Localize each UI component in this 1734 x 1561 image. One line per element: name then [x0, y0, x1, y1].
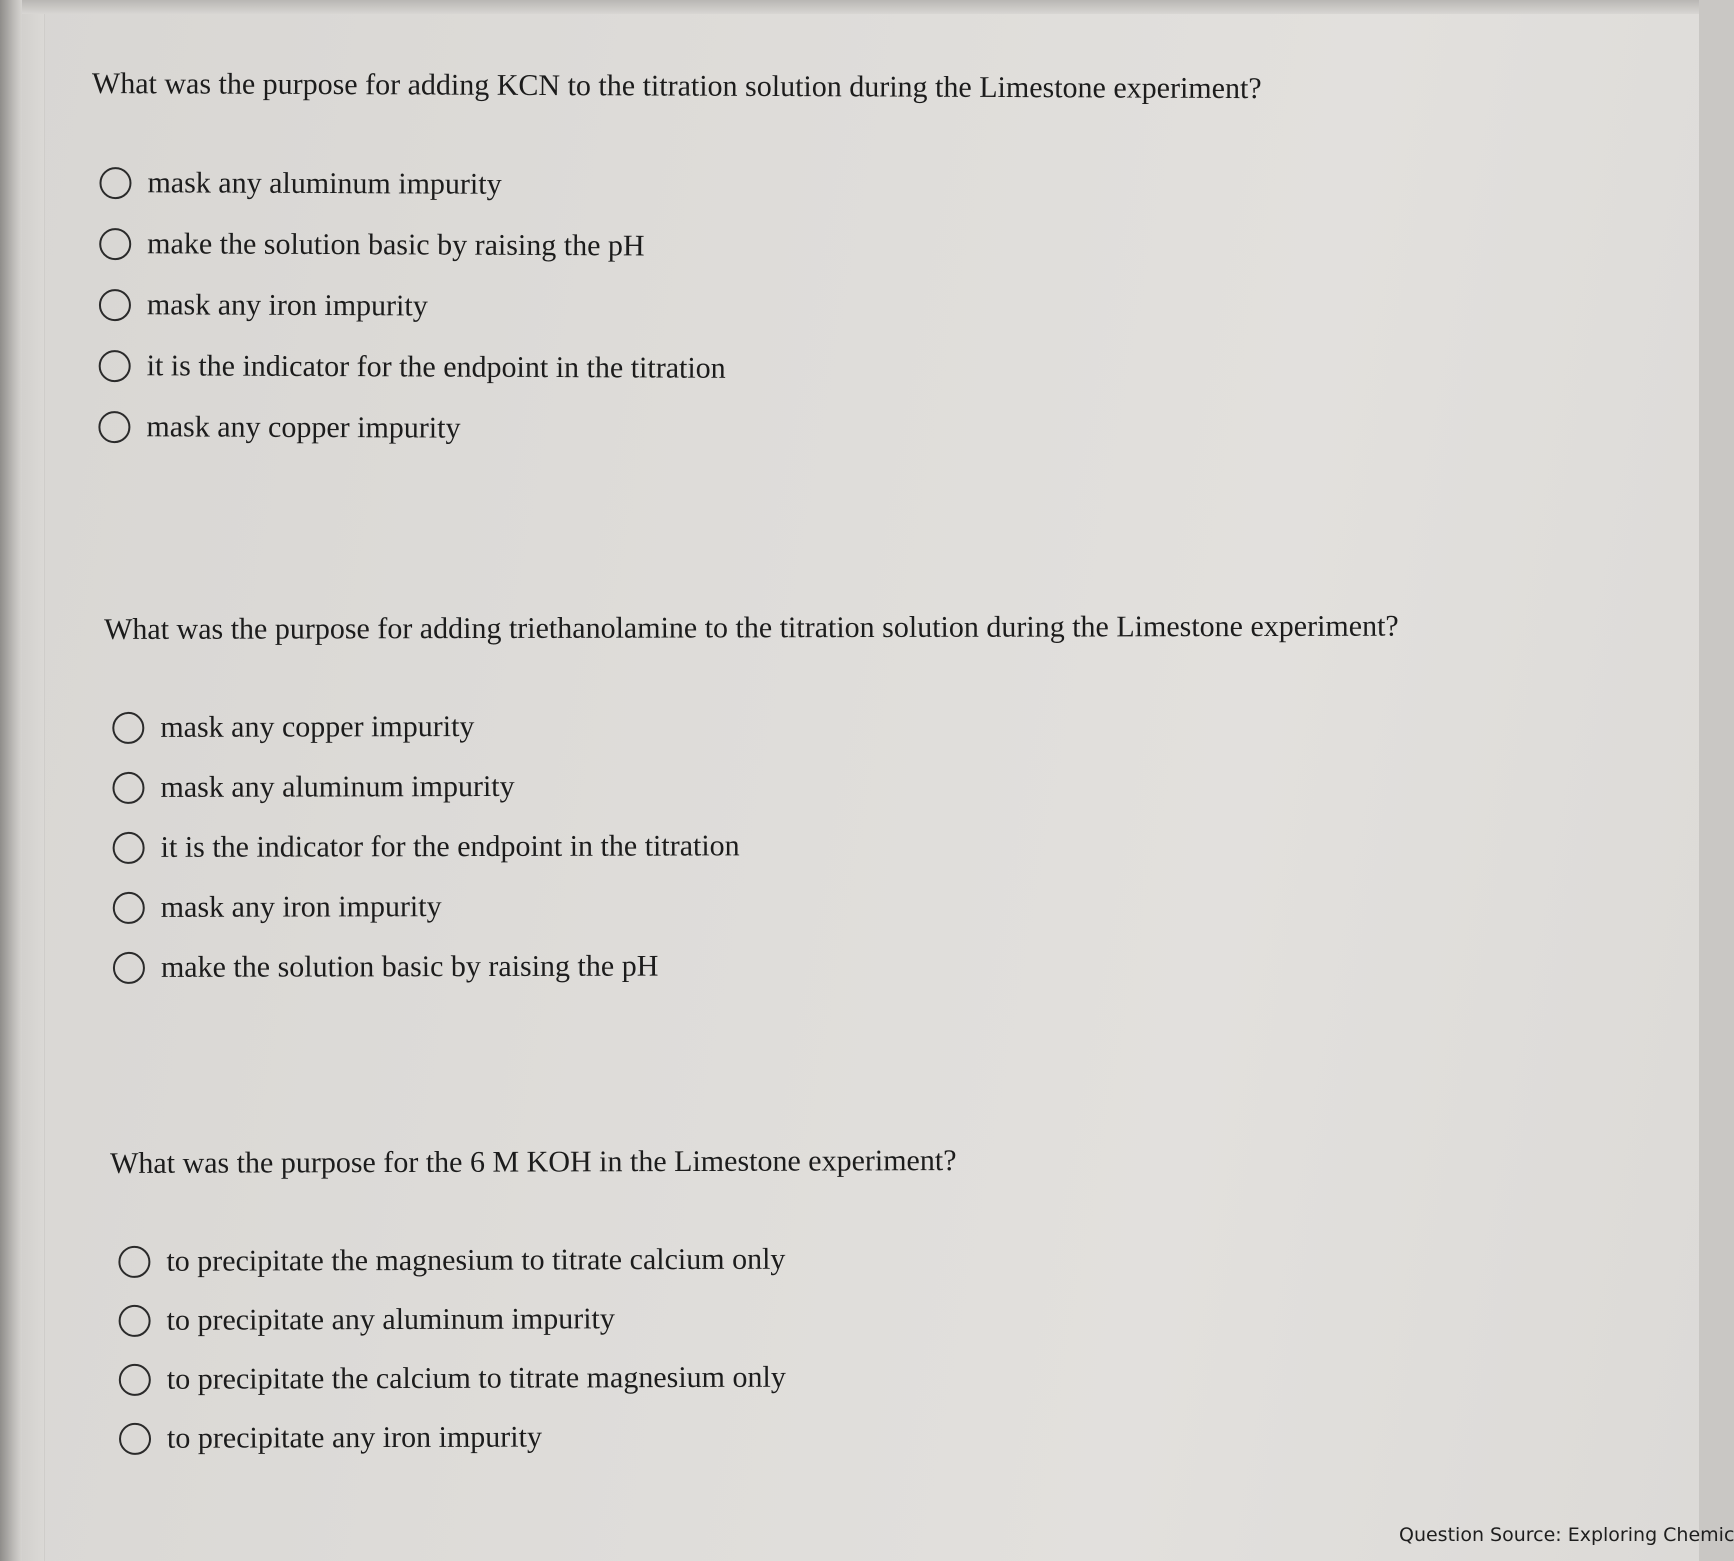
answer-option[interactable]	[105, 874, 1665, 938]
answer-label: it is the indicator for the endpoint in the titration	[146, 348, 726, 385]
question-triethanolamine	[104, 606, 1665, 998]
answer-option[interactable]	[111, 1404, 1671, 1468]
question-prompt: What was the purpose for the 6 M KOH in the Limestone experiment?	[110, 1144, 957, 1180]
radio-button-icon[interactable]	[118, 1245, 150, 1277]
answer-option[interactable]	[104, 754, 1664, 818]
question-kcn	[90, 64, 1652, 464]
answer-option[interactable]	[104, 694, 1664, 758]
answer-option[interactable]	[91, 274, 1651, 342]
answer-option[interactable]	[91, 335, 1651, 403]
answer-label: to precipitate the calcium to titrate magnesium only	[166, 1360, 786, 1396]
answer-option[interactable]	[91, 152, 1651, 220]
radio-button-icon[interactable]	[119, 1304, 151, 1336]
screen-left-edge	[0, 0, 22, 1561]
answer-option[interactable]	[105, 814, 1665, 878]
answer-options	[104, 694, 1665, 998]
answer-option[interactable]	[91, 213, 1651, 281]
question-koh	[110, 1139, 1671, 1468]
answer-label: mask any iron impurity	[160, 890, 442, 924]
radio-button-icon[interactable]	[113, 952, 145, 984]
answer-label: mask any copper impurity	[146, 409, 461, 445]
answer-option[interactable]	[110, 1227, 1670, 1291]
radio-button-icon[interactable]	[113, 892, 145, 924]
answer-option[interactable]	[105, 934, 1665, 998]
answer-label: mask any aluminum impurity	[147, 165, 502, 201]
answer-option[interactable]	[111, 1345, 1671, 1409]
screen-top-edge	[0, 0, 1699, 14]
radio-button-icon[interactable]	[119, 1363, 151, 1395]
radio-button-icon[interactable]	[112, 772, 144, 804]
answer-label: to precipitate the magnesium to titrate calcium only	[166, 1242, 786, 1278]
answer-option[interactable]	[111, 1286, 1671, 1350]
answer-options	[90, 152, 1651, 464]
answer-label: to precipitate any iron impurity	[166, 1419, 542, 1455]
answer-option[interactable]	[90, 396, 1650, 464]
answer-label: mask any copper impurity	[160, 710, 475, 744]
radio-button-icon[interactable]	[113, 832, 145, 864]
radio-button-icon[interactable]	[99, 167, 131, 199]
answer-label: mask any aluminum impurity	[160, 769, 515, 804]
answer-label: it is the indicator for the endpoint in the titration	[160, 829, 740, 864]
answer-label: mask any iron impurity	[146, 287, 428, 322]
radio-button-icon[interactable]	[98, 411, 130, 443]
radio-button-icon[interactable]	[99, 350, 131, 382]
answer-options	[110, 1227, 1671, 1468]
question-prompt: What was the purpose for adding triethanolamine to the titration solution during the Limestone experiment?	[104, 609, 1399, 646]
answer-label: to precipitate any aluminum impurity	[166, 1301, 615, 1337]
radio-button-icon[interactable]	[112, 712, 144, 744]
question-source-caption: Question Source: Exploring Chemic	[1399, 1524, 1734, 1546]
radio-button-icon[interactable]	[99, 228, 131, 260]
radio-button-icon[interactable]	[119, 1422, 151, 1454]
answer-label: make the solution basic by raising the pH	[147, 226, 645, 262]
page-left-gutter	[22, 14, 45, 1561]
radio-button-icon[interactable]	[99, 289, 131, 321]
answer-label: make the solution basic by raising the pH	[160, 949, 659, 984]
question-prompt: What was the purpose for adding KCN to the titration solution during the Limestone experiment?	[91, 66, 1262, 106]
